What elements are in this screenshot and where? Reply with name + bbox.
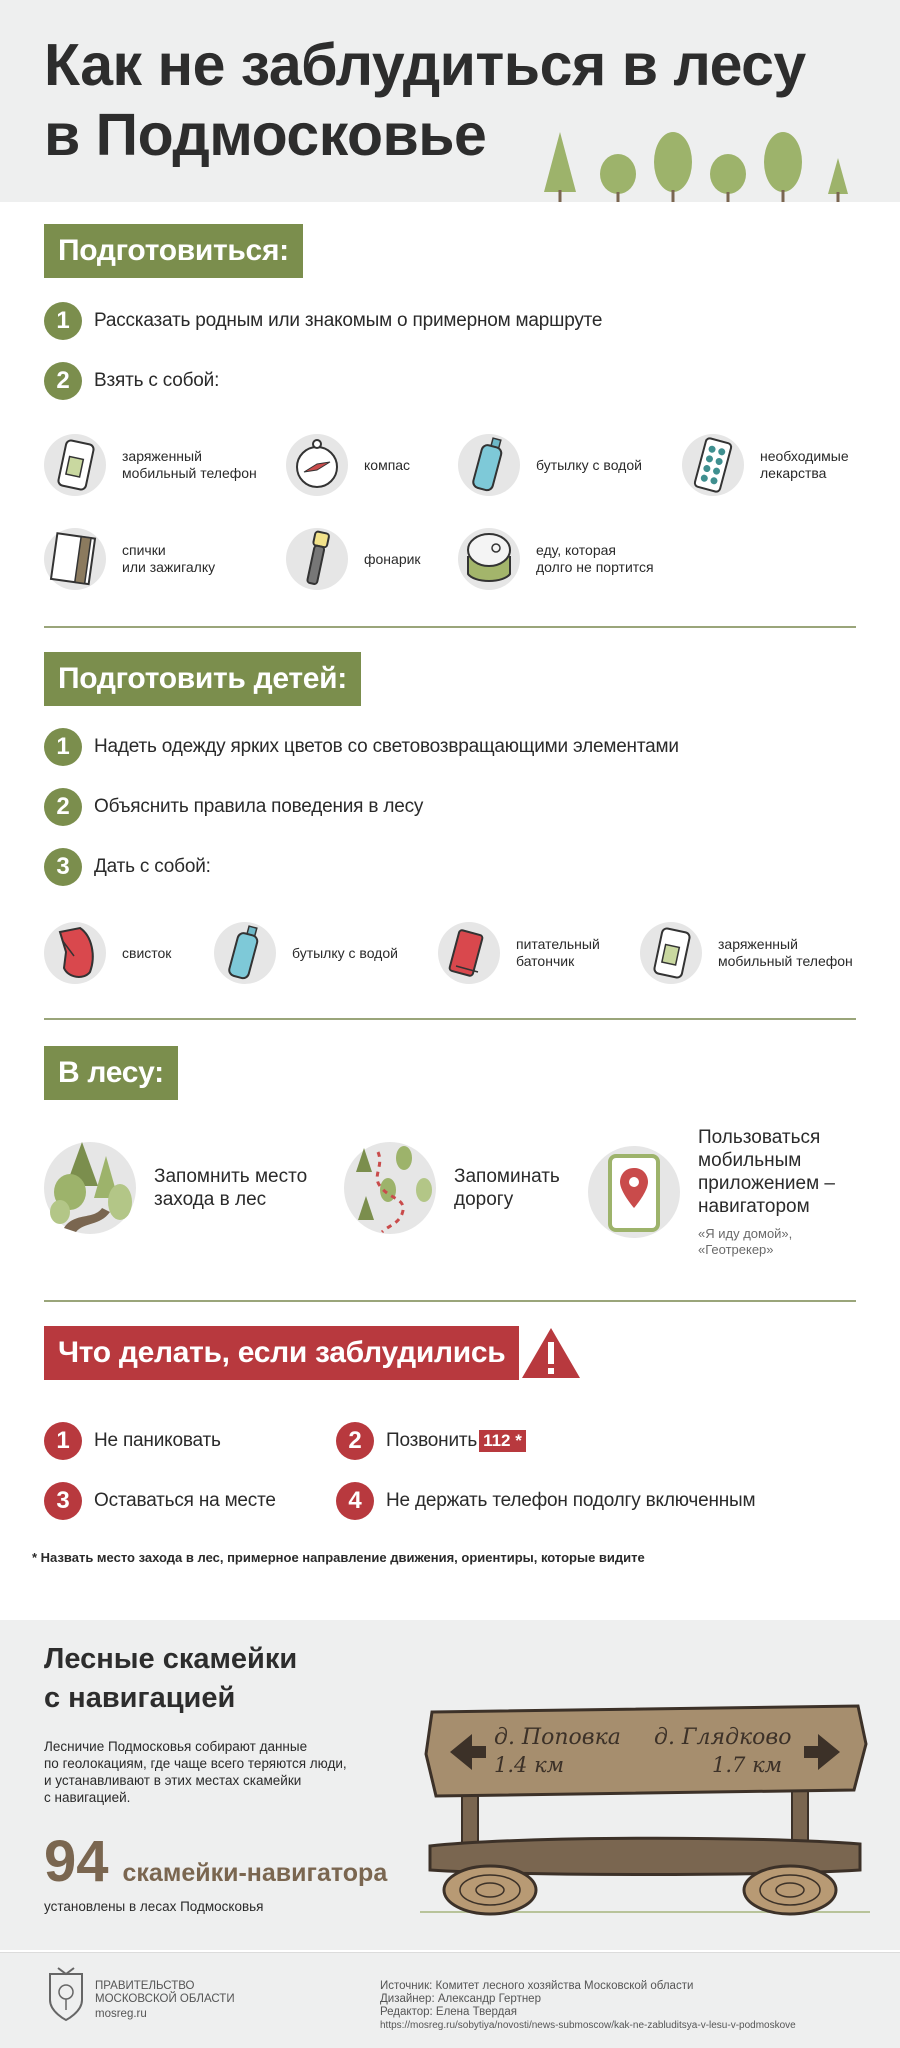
prepare-step-2 — [44, 362, 219, 400]
kids-step-1 — [44, 728, 679, 766]
navigation-bench-illustration — [420, 1700, 870, 1920]
item-label: свисток — [122, 944, 172, 961]
pills-icon — [682, 434, 744, 496]
step-text: Не паниковать — [94, 1430, 221, 1451]
bench-count — [44, 1830, 387, 1894]
canned-food-icon — [458, 528, 520, 590]
tree-icon — [544, 132, 576, 192]
item-food — [458, 528, 654, 590]
section-divider — [44, 1018, 856, 1020]
item-label: питательный батончик — [516, 936, 600, 969]
credit-editor: Редактор: Елена Твердая — [380, 2006, 517, 2018]
item-label: бутылку с водой — [536, 456, 642, 473]
step-number-badge: 3 — [44, 1482, 82, 1520]
sign-right-distance: 1.7 км — [712, 1753, 783, 1777]
forest-item-navigator — [588, 1126, 835, 1258]
lost-step-2 — [336, 1422, 526, 1460]
government-name: ПРАВИТЕЛЬСТВО МОСКОВСКОЙ ОБЛАСТИ — [95, 1980, 235, 2005]
item-phone — [44, 434, 257, 496]
app-names: «Я иду домой», «Геотрекер» — [698, 1226, 793, 1257]
item-label: фонарик — [364, 550, 421, 567]
credit-source: Источник: Комитет лесного хозяйства Московской области — [380, 1980, 694, 1992]
water-bottle-icon — [214, 922, 276, 984]
count-subtitle: установлены в лесах Подмосковья — [44, 1899, 264, 1914]
step-number-badge: 2 — [336, 1422, 374, 1460]
whistle-icon — [44, 922, 106, 984]
item-matches — [44, 528, 215, 590]
item-label: спички или зажигалку — [122, 542, 216, 575]
sign-right-name: д. Глядково — [654, 1725, 792, 1750]
step-number-badge: 1 — [44, 728, 82, 766]
section-lost-label: Что делать, если заблудились — [44, 1326, 519, 1380]
forest-item-path — [344, 1142, 560, 1234]
emergency-number-badge: 112 * — [479, 1430, 526, 1452]
item-label: бутылку с водой — [292, 944, 398, 961]
item-label: заряженный мобильный телефон — [122, 448, 257, 481]
navigator-app-icon — [588, 1146, 680, 1238]
moscow-region-coat-of-arms-icon — [44, 1966, 88, 2022]
phone-icon — [640, 922, 702, 984]
count-label: скамейки-навигатора — [122, 1859, 388, 1887]
step-number-badge: 1 — [44, 1422, 82, 1460]
government-site: mosreg.ru — [95, 2008, 147, 2020]
credit-designer: Дизайнер: Александр Гертнер — [380, 1993, 541, 2005]
source-url[interactable]: https://mosreg.ru/sobytiya/novosti/news-submoscow/kak-ne-zabluditsya-v-lesu-v-podmoskove — [380, 2020, 796, 2031]
credits — [380, 1980, 796, 2032]
path-icon — [344, 1142, 436, 1234]
forest-item-label: Запоминать дорогу — [454, 1166, 560, 1210]
footnote: * Назвать место захода в лес, примерное направление движения, ориентиры, которые видите — [32, 1550, 645, 1565]
matches-icon — [44, 528, 106, 590]
section-forest-label: В лесу: — [44, 1046, 178, 1100]
tree-icon — [764, 132, 802, 192]
forest-entry-icon — [44, 1142, 136, 1234]
flashlight-icon — [286, 528, 348, 590]
step-text: Объяснить правила поведения в лесу — [94, 796, 424, 817]
step-text: Оставаться на месте — [94, 1490, 276, 1511]
lost-step-3 — [44, 1482, 276, 1520]
warning-icon — [520, 1326, 582, 1380]
kids-step-2 — [44, 788, 423, 826]
step-number-badge: 4 — [336, 1482, 374, 1520]
bench-description: Лесничие Подмосковья собирают данные по геолокациям, где чаще всего теряются люди, и устанавливают в этих местах скамейки с навигацией. — [44, 1739, 347, 1805]
phone-icon — [44, 434, 106, 496]
step-text: Позвонить — [386, 1430, 478, 1451]
bench-title: Лесные скамейки с навигацией — [44, 1643, 298, 1714]
step-number-badge: 2 — [44, 362, 82, 400]
step-text: Рассказать родным или знакомым о примерном маршруте — [94, 310, 603, 331]
kids-step-3 — [44, 848, 211, 886]
item-label: еду, которая долго не портится — [536, 542, 654, 575]
section-kids-label: Подготовить детей: — [44, 652, 361, 706]
tree-icon — [828, 158, 848, 194]
section-divider — [44, 626, 856, 628]
item-snack — [438, 922, 600, 984]
item-whistle — [44, 922, 171, 984]
step-text: Надеть одежду ярких цветов со световозвращающими элементами — [94, 736, 679, 757]
step-text: Дать с собой: — [94, 856, 211, 877]
compass-icon — [286, 434, 348, 496]
forest-item-label: Пользоваться мобильным приложением – навигатором — [698, 1127, 835, 1217]
forest-item-label: Запомнить место захода в лес — [154, 1166, 308, 1210]
lost-step-4 — [336, 1482, 755, 1520]
step-number-badge: 1 — [44, 302, 82, 340]
item-water — [458, 434, 642, 496]
sign-left-name: д. Поповка — [494, 1725, 621, 1750]
forest-item-entry — [44, 1142, 307, 1234]
item-compass — [286, 434, 410, 496]
count-number: 94 — [44, 1829, 109, 1894]
item-label: заряженный мобильный телефон — [718, 936, 853, 969]
water-bottle-icon — [458, 434, 520, 496]
snack-bar-icon — [438, 922, 500, 984]
sign-left-distance: 1.4 км — [494, 1753, 565, 1777]
section-prepare-label: Подготовиться: — [44, 224, 303, 278]
step-text: Не держать телефон подолгу включенным — [386, 1490, 756, 1511]
prepare-step-1 — [44, 302, 602, 340]
step-number-badge: 2 — [44, 788, 82, 826]
item-kids-phone — [640, 922, 853, 984]
item-label: компас — [364, 456, 411, 473]
item-flashlight — [286, 528, 421, 590]
item-kids-water — [214, 922, 398, 984]
step-text: Взять с собой: — [94, 370, 220, 391]
lost-step-1 — [44, 1422, 221, 1460]
step-number-badge: 3 — [44, 848, 82, 886]
tree-icon — [710, 154, 746, 194]
page-title: Как не заблудиться в лесу в Подмосковье — [44, 32, 806, 168]
section-divider — [44, 1300, 856, 1302]
trees-illustration — [540, 130, 860, 202]
tree-icon — [600, 154, 636, 194]
item-label: необходимые лекарства — [760, 448, 849, 481]
tree-icon — [654, 132, 692, 192]
item-pills — [682, 434, 849, 496]
